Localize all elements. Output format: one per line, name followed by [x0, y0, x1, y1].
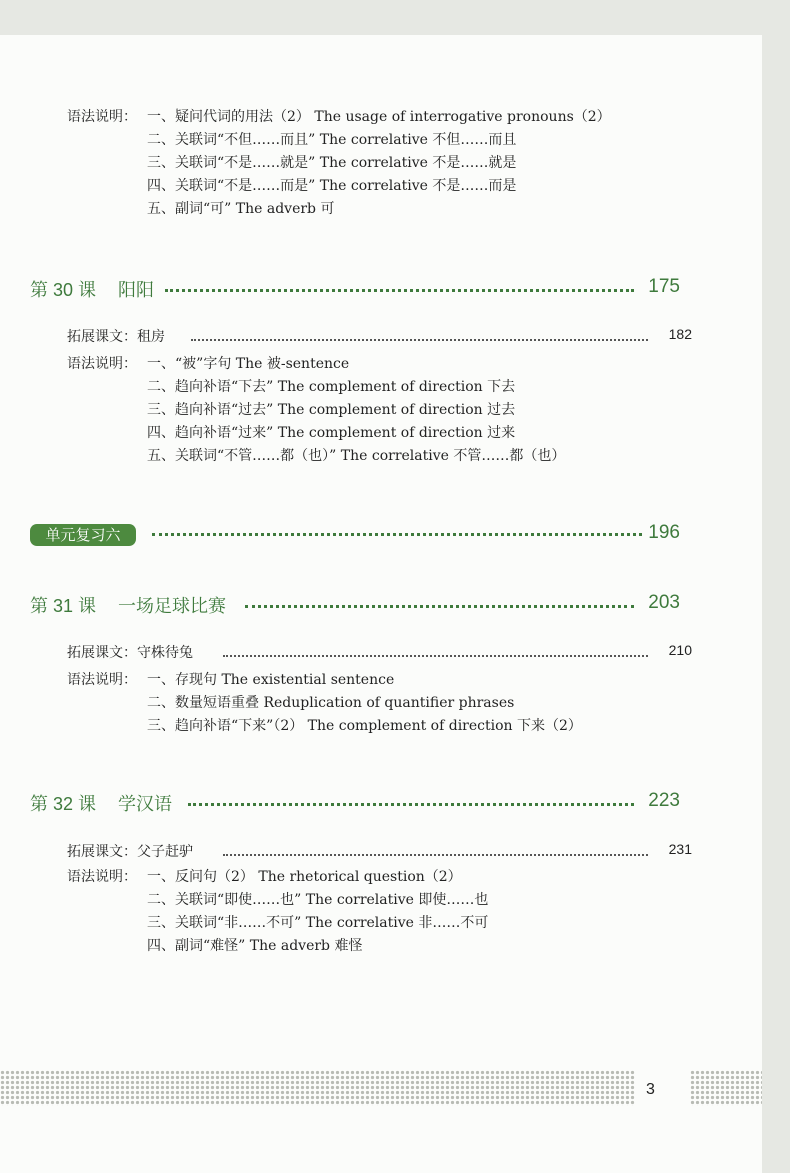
extension-page: 231 [668, 841, 692, 857]
grammar-notes-30 [67, 353, 687, 468]
grammar-item: 二、趋向补语“下去” The complement of direction 下去 [147, 379, 516, 395]
grammar-item: 一、反问句（2） The rhetorical question（2） [147, 869, 462, 885]
grammar-item: 二、数量短语重叠 Reduplication of quantifier phrases [147, 695, 515, 711]
grammar-item: 一、“被”字句 The 被-sentence [147, 356, 350, 372]
lesson-title: 一场足球比赛 [118, 596, 226, 617]
extension-page: 210 [668, 642, 692, 658]
grammar-item: 五、关联词“不管……都（也）” The correlative 不管……都（也） [147, 448, 566, 464]
grammar-item: 三、关联词“非……不可” The correlative 非……不可 [147, 915, 489, 931]
dot-leader [165, 289, 634, 292]
grammar-label: 语法说明： [67, 672, 137, 688]
lesson-31-heading[interactable] [30, 590, 680, 618]
grammar-item: 三、趋向补语“下来”（2） The complement of direction 下来（2） [147, 718, 582, 734]
extension-label: 拓展课文：守株待兔 [67, 642, 197, 662]
grammar-label: 语法说明： [67, 356, 137, 372]
extension-text-31[interactable] [67, 642, 692, 665]
lesson-number: 第 31 课 [30, 596, 97, 616]
grammar-notes-32 [67, 866, 687, 958]
dot-leader [223, 655, 648, 657]
grammar-item: 四、趋向补语“过来” The complement of direction 过来 [147, 425, 516, 441]
lesson-number: 第 32 课 [30, 794, 97, 814]
grammar-item: 四、关联词“不是……而是” The correlative 不是……而是 [147, 178, 517, 194]
extension-label: 拓展课文：父子赶驴 [67, 841, 197, 861]
grammar-item: 三、趋向补语“过去” The complement of direction 过去 [147, 402, 516, 418]
footer-dot-pattern [0, 1070, 635, 1106]
grammar-item: 一、疑问代词的用法（2） The usage of interrogative pronouns（2） [147, 109, 611, 125]
grammar-notes-prev [67, 106, 667, 221]
lesson-page: 203 [648, 592, 680, 613]
extension-page: 182 [668, 326, 692, 342]
grammar-item: 三、关联词“不是……就是” The correlative 不是……就是 [147, 155, 517, 171]
grammar-label: 语法说明： [67, 869, 137, 885]
lesson-number: 第 30 课 [30, 280, 97, 300]
dot-leader [245, 605, 634, 608]
extension-text-30[interactable] [67, 326, 692, 349]
page-number: 3 [646, 1081, 655, 1098]
lesson-title: 阳阳 [118, 280, 154, 301]
footer-dot-pattern [690, 1070, 762, 1106]
grammar-item: 二、关联词“不但……而且” The correlative 不但……而且 [147, 132, 517, 148]
lesson-title: 学汉语 [118, 794, 172, 815]
grammar-item: 二、关联词“即使……也” The correlative 即使……也 [147, 892, 489, 908]
extension-label: 拓展课文：租房 [67, 326, 169, 346]
dot-leader [188, 803, 634, 806]
grammar-notes-31 [67, 669, 687, 738]
grammar-item: 四、副词“难怪” The adverb 难怪 [147, 938, 363, 954]
dot-leader [191, 339, 648, 341]
lesson-page: 223 [648, 790, 680, 811]
unit-review-page: 196 [648, 522, 680, 543]
lesson-page: 175 [648, 276, 680, 297]
grammar-item: 五、副词“可” The adverb 可 [147, 201, 335, 217]
dot-leader [223, 854, 648, 856]
grammar-item: 一、存现句 The existential sentence [147, 672, 395, 688]
dot-leader [152, 533, 642, 536]
extension-text-32[interactable] [67, 841, 692, 864]
lesson-32-heading[interactable] [30, 788, 680, 816]
unit-review-badge[interactable]: 单元复习六 [30, 524, 136, 546]
grammar-label: 语法说明： [67, 109, 137, 125]
lesson-30-heading[interactable] [30, 274, 680, 302]
